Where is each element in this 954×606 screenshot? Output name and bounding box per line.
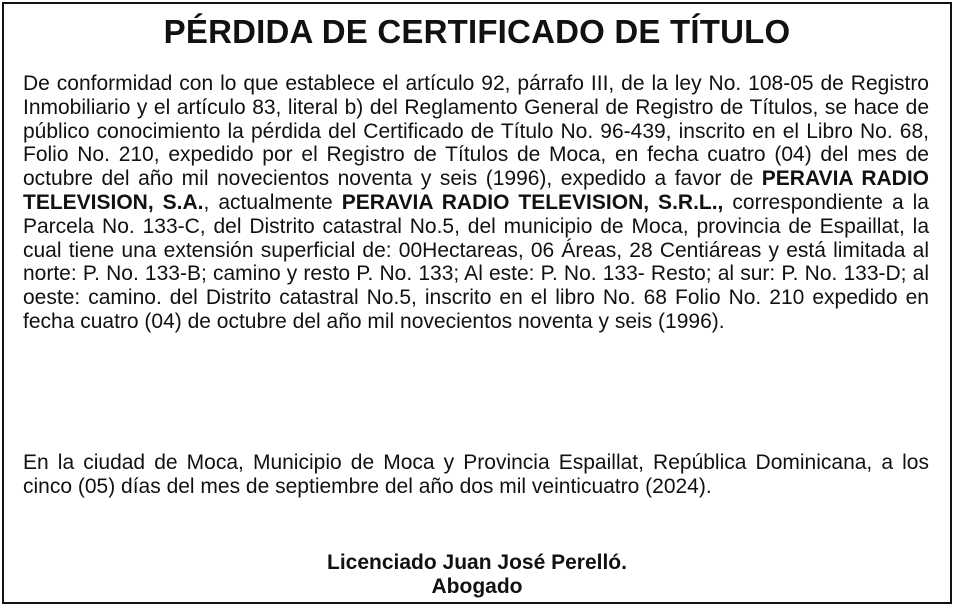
company-name-current: PERAVIA RADIO TELEVISION, S.R.L., (341, 190, 724, 214)
signature-block (4, 551, 950, 599)
body-text-c: correspondiente a la Parcela No. 133-C, del Distrito catastral No.5, del municipio de Moca, provincia de Espaillat, la cual tiene una extensión superficial de: 00Hectareas, 06 Áreas, 28 Centiáreas y está limitada al norte: P. No. 133-B; camino y resto P. No. 133; Al este: P. No. 133- Resto; al sur: P. No. 133-D; al oeste: camino. del Distrito catastral No.5, inscrito en el libro No. 68 Folio No. 210 expedido en fecha cuatro (04) de octubre del año mil novecientos noventa y seis (1996). (23, 190, 929, 333)
notice-title: PÉRDIDA DE CERTIFICADO DE TÍTULO (163, 13, 791, 50)
legal-notice (2, 2, 952, 604)
signatory-role: Abogado (431, 575, 523, 598)
body-text-a: De conformidad con lo que establece el artículo 92, párrafo III, de la ley No. 108-05 de Registro Inmobiliario y el artículo 83, literal b) del Reglamento General de Registro de Títulos, se hace de público conocimiento la pérdida del Certificado de Título No. 96-439, inscrito en el Libro No. 68, Folio No. 210, expedido por el Registro de Títulos de Moca, en fecha cuatro (04) del mes de octubre del año mil novecientos noventa y seis (1996), expedido a favor de (23, 72, 929, 191)
company-name-former: PERAVIA RADIO TELEVISION, S.A. (23, 167, 929, 214)
notice-closing-paragraph: En la ciudad de Moca, Municipio de Moca y Provincia Espaillat, República Dominicana, a los cinco (05) días del mes de septiembre del año dos mil veinticuatro (2024). (23, 451, 929, 498)
notice-body-paragraph (23, 72, 929, 334)
body-text-b: , actualmente (203, 190, 342, 214)
signatory-name: Licenciado Juan José Perelló. (327, 551, 627, 574)
